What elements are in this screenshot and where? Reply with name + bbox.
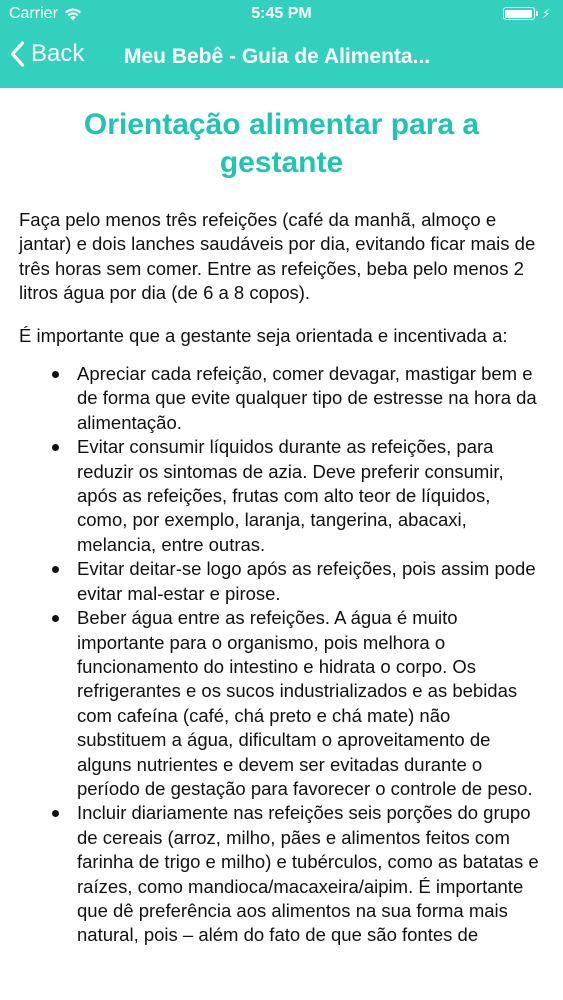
list-item	[52, 606, 541, 801]
bullet-icon	[52, 371, 59, 378]
navigation-bar	[0, 30, 563, 88]
carrier-label: Carrier	[9, 5, 58, 22]
bullet-icon	[52, 566, 59, 573]
list-item-text: Apreciar cada refeição, comer devagar, mastigar bem e de forma que evite qualquer tipo de estresse na hora da alimentação.	[77, 363, 537, 433]
battery-tip	[536, 11, 538, 16]
status-bar	[0, 0, 563, 30]
recommendations-list	[52, 362, 541, 948]
orientation-paragraph: É importante que a gestante seja orientada e incentivada a:	[19, 324, 508, 346]
bullet-icon	[52, 810, 59, 817]
bullet-icon	[52, 615, 59, 622]
back-label: Back	[31, 40, 85, 67]
bullet-icon	[52, 444, 59, 451]
list-item-text: Incluir diariamente nas refeições seis porções do grupo de cereais (arroz, milho, pães e alimentos feitos com farinha de trigo e milho) e tubérculos, como as batatas e raízes, como mandioca/macaxeira/aipim. É importante que dê preferência aos alimentos na sua forma mais natural, pois – além do fato de que são fontes de	[77, 802, 539, 946]
battery-fill	[505, 10, 532, 18]
list-item	[52, 557, 541, 606]
list-item-text: Evitar deitar-se logo após as refeições, pois assim pode evitar mal-estar e pirose.	[77, 558, 536, 604]
article-content[interactable]	[0, 88, 563, 1000]
list-item	[52, 435, 541, 557]
intro-paragraph: Faça pelo menos três refeições (café da manhã, almoço e jantar) e dois lanches saudáveis por dia, evitando ficar mais de três horas sem comer. Entre as refeições, beba pelo menos 2 litros água por dia (de 6 a 8 copos).	[19, 209, 536, 304]
nav-title: Meu Bebê - Guia de Alimenta...	[124, 45, 431, 68]
status-time: 5:45 PM	[251, 5, 312, 22]
chevron-left-icon	[10, 41, 25, 67]
bolt-icon: ⚡	[541, 6, 551, 21]
page-title: Orientação alimentar para a gestante	[83, 108, 480, 179]
list-item	[52, 801, 541, 947]
back-button[interactable]	[10, 40, 84, 68]
battery-icon	[503, 7, 535, 20]
list-item-text: Beber água entre as refeições. A água é muito importante para o organismo, pois melhora o funcionamento do intestino e hidrata o corpo. Os refrigerantes e os sucos industrializados e as bebidas com cafeína (café, chá preto e chá mate) não substituem a água, dificultam o aproveitamento de alguns nutrientes e devem ser evitadas durante o período de gestação para favorecer o controle de peso.	[77, 607, 533, 799]
list-item	[52, 362, 541, 435]
app-header	[0, 0, 563, 88]
battery-group	[503, 7, 551, 20]
list-item-text: Evitar consumir líquidos durante as refeições, para reduzir os sintomas de azia. Deve preferir consumir, após as refeições, frutas com alto teor de líquidos, como, por exemplo, laranja, tangerina, abacaxi, melancia, entre outras.	[77, 436, 504, 555]
